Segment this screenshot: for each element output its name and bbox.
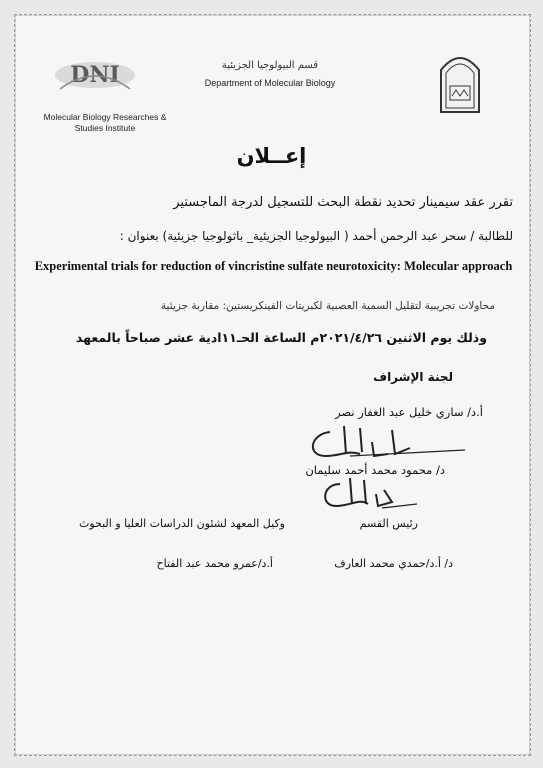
supervisor-2-name: د/ محمود محمد أحمد سليمان (305, 463, 445, 477)
thesis-title-arabic: محاولات تجريبية لتقليل السمية العصبية لكبريتات الفينكريستين: مقاربة جزيئية (160, 300, 495, 312)
supervisor-1-signature (300, 420, 470, 465)
department-name-arabic: قسم البيولوجيا الجزيئية (221, 60, 319, 71)
thesis-title-english: Experimental trials for reduction of vincristine sulfate neurotoxicity: Molecular approach (34, 259, 513, 273)
supervisor-2-signature (312, 474, 422, 514)
decision-line: تقرر عقد سيمينار تحديد نقطة البحث للتسجيل لدرجة الماجستير (173, 195, 513, 210)
department-head-title: رئيس القسم (359, 517, 418, 530)
announcement-title: إعــلان (236, 144, 307, 168)
svg-text:DNI: DNI (70, 62, 120, 88)
seminar-date-line: وذلك يوم الاثنين ٢٠٢١/٤/٢٦م الساعة الحـ١١ادية عشر صباحاً بالمعهد (75, 330, 487, 345)
student-line: للطالبة / سحر عبد الرحمن أحمد ( البيولوجيا الجزيئية_ باثولوجيا جزيئية) بعنوان : (119, 229, 513, 243)
university-logo (437, 52, 483, 114)
department-head-name: د/ أ.د/حمدي محمد العارف (334, 557, 453, 570)
vice-dean-name: أ.د/عمرو محمد عبد الفتاح (156, 557, 273, 570)
department-name-english: Department of Molecular Biology (204, 78, 336, 88)
committee-heading: لجنة الإشراف (373, 370, 453, 384)
institute-caption: Molecular Biology Researches & Studies Institute (43, 112, 167, 133)
vice-dean-title: وكيل المعهد لشئون الدراسات العليا و البحوث (78, 517, 285, 530)
institute-logo (50, 55, 140, 95)
supervisor-1-name: أ.د/ ساري خليل عبد الغفار نصر (335, 405, 483, 419)
